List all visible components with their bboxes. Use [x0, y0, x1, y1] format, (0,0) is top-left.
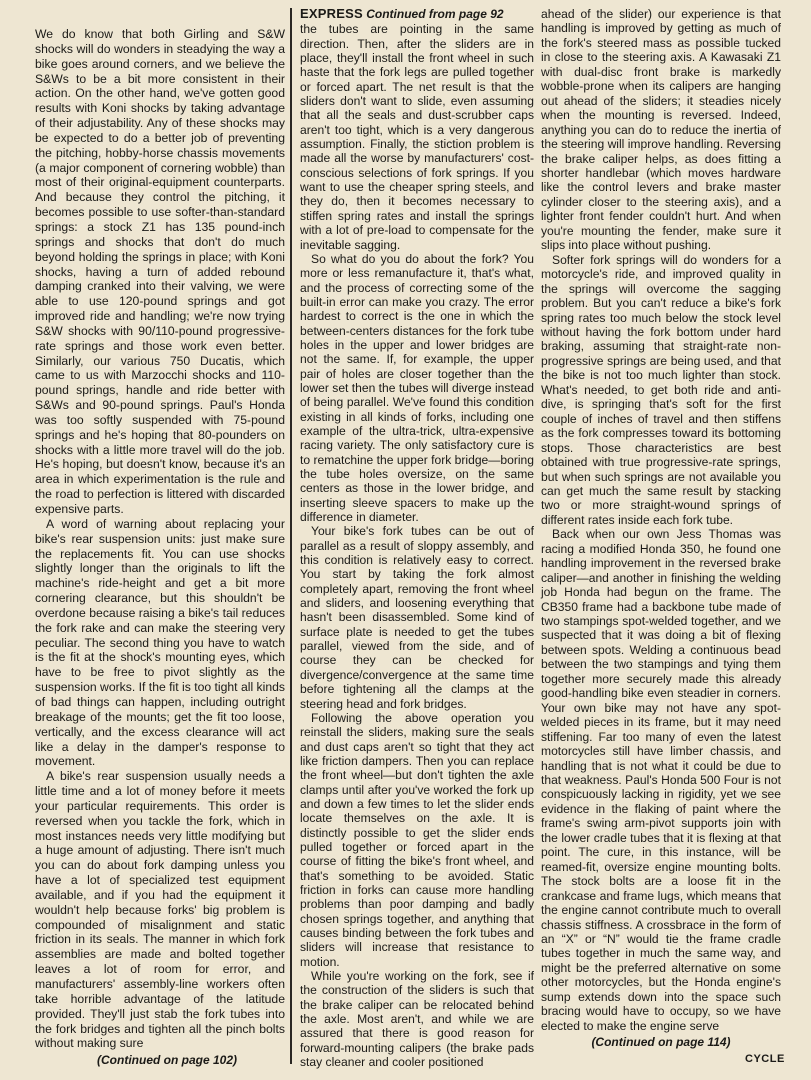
- paragraph: Following the above operation you reinstall the sliders, making sure the seals and dust caps aren't so tight that they act like friction dampers. Then you can replace the front wheel—but don't tighten the axle clamps until after you've worked the fork up and down a few times to let the slider ends locate themselves on the axle. It is distinctly possible to get the slider ends pulled together or forced apart in the course of fitting the bike's front wheel, and that's something to be avoided. Static friction in forks can cause more handling problems than poor damping and badly chosen springs together, and anything that causes binding between the fork tubes and sliders will increase that resistance to motion.: [300, 710, 534, 969]
- paragraph: So what do you do about the fork? You more or less remanufacture it, that's what, and the process of correcting some of the built-in error can make you crazy. The error hardest to correct is the one in which the between-centers distances for the fork tube holes in the upper and lower bridges are not the same. If, for example, the upper pair of holes are closer together than the lower set then the tubes will diverge instead of being parallel. We've found this condition existing in all kinds of forks, including one example of the ultra-trick, ultra-expensive racing variety. The only satisfactory cure is to rematchine the upper fork bridge—boring the tube holes oversize, on the same centers as those in the lower bridge, and inserting sleeve spacers to make up the difference in diameter.: [300, 251, 534, 525]
- paragraph: ahead of the slider) our experience is that handling is improved by getting as much of the fork's steered mass as possible tucked in close to the steering axis. A Kawasaki Z1 with dual-disc front brake is markedly wobble-prone when its calipers are hanging out ahead of the sliders; it steadies nicely when the mounting is reversed. Indeed, anything you can do to reduce the inertia of the steering will improve handling. Reversing the brake caliper helps, as does fitting a shorter handlebar (which moves hardware like the control levers and brake master cylinder closer to the steering axis), and a lighter front fender couldn't hurt. And when you're mounting the fender, make sure it slips into place without pushing.: [541, 7, 781, 253]
- continued-on-note: (Continued on page 114): [591, 1035, 731, 1050]
- paragraph: Softer fork springs will do wonders for a motorcycle's ride, and improved quality in the springs will overcome the sagging problem. But you can't reduce a bike's fork spring rates too much below the stock level without having the fork bottom under hard braking, assuming that straight-rate non-progressive springs are being used, and that the bike is not too much lighter than stock. What's needed, to get both ride and anti-dive, is springing that's soft for the first couple of inches of travel and then stiffens as the fork compresses toward its bottoming stops. Those characteristics are best obtained with true progressive-rate springs, but when such springs are not available you can get much the same result by stacking two or more straight-wound springs of different rates inside each fork tube.: [541, 252, 781, 527]
- article-column-left: [35, 27, 285, 1068]
- column-divider: [290, 8, 292, 1064]
- paragraph: Back when our own Jess Thomas was racing a modified Honda 350, he found one handling improvement in the reversed brake caliper—and another in finishing the welding job Honda had begun on the frame. The CB350 frame had a backbone tube made of two stampings spot-welded together, and we suspected that it was doing a bit of flexing between spots. Welding a continuous bead between the two stampings and tying them together more securely made this already good-handling bike even steadier in corners. Your own bike may not have any spot-welded pieces in its frame, but it may need stiffening. Far too many of even the latest motorcycles still have limber chassis, and handling that is not what it could be due to that weakness. Paul's Honda 500 Four is not conspicuously lacking in rigidity, yet we see evidence in the flaking of paint where the frame's swing arm-pivot supports join with the lower cradle tubes that it is flexing at that point. The cure, in this instance, will be reamed-fit, oversize engine mounting bolts. The stock bolts are a loose fit in the crankcase and frame lugs, which means that the engine cannot contribute much to overall chassis stiffness. A crossbrace in the form of an “X” or “N” would tie the frame cradle tubes together in much the same way, and might be the preferred alternative on some other motorcycles, but the Honda engine's sump extends down into the space such bracing would have to occupy, so we have elected to make the engine serve: [541, 527, 781, 1033]
- magazine-footer-name: CYCLE: [745, 1053, 785, 1065]
- paragraph: the tubes are pointing in the same direction. Then, after the sliders are in place, they'll install the front wheel in such haste that the fork legs are pulled together or forced apart. The net result is that the sliders don't want to slide, even assuming that all the seals and dust-scrubber caps aren't too tight, which is a very dangerous assumption. Finally, the stiction problem is made all the worse by manufacturers' cost-conscious selections of fork springs. If you want to use the cheaper spring steels, and they do, then it becomes necessary to stiffen spring rates and install the springs with a lot of pre-load to compensate for the inevitable sagging.: [300, 22, 534, 252]
- paragraph: Your bike's fork tubes can be out of parallel as a result of sloppy assembly, and this condition is relatively easy to correct. You start by taking the fork almost completely apart, removing the front wheel and sliders, and loosening everything that hasn't been disassembled. Some kind of surface plate is needed to get the tubes parallel, viewed from the side, and of course they can be checked for divergence/convergence at the same time before tightening all the clamps at the steering head and fork bridges.: [300, 524, 534, 711]
- article-column-right: [541, 7, 781, 1050]
- section-heading: [300, 7, 534, 21]
- paragraph: A word of warning about replacing your bike's rear suspension units: just make sure the replacements fit. You can use shocks slightly longer than the originals to lift the machine's ride-height and get a bit more cornering clearance, but this shouldn't be overdone because raising a bike's tail reduces the fork rake and can make the steering very peculiar. The second thing you have to watch is the fit at the shock's mounting eyes, which have to be free to pivot slightly as the suspension works. If the fit is too tight all kinds of bad things can happen, including outright breakage of the mounts; get the fit too loose, vertically, and the excess clearance will act like a delay in the damper's response to movement.: [35, 516, 285, 769]
- paragraph: While you're working on the fork, see if the construction of the sliders is such that the brake caliper can be relocated behind the axle. Most aren't, and while we are assured that there is good reason for forward-mounting calipers (the brake pads stay cleaner and cooler positioned: [300, 969, 534, 1070]
- continued-from-note: Continued from page 92: [366, 7, 504, 21]
- express-label: EXPRESS: [300, 6, 363, 21]
- article-column-middle: [300, 7, 534, 1069]
- continued-on-note: (Continued on page 102): [97, 1053, 238, 1068]
- paragraph: A bike's rear suspension usually needs a little time and a lot of money before it meets your particular requirements. This order is reversed when you tackle the fork, which in most instances needs very little modifying but a huge amount of adjusting. There isn't much you can do about fork damping unless you have a lot of specialized test equipment available, and if you had the equipment it wouldn't help because forks' big problem is compounded of misalignment and static friction in its seals. The manner in which fork assemblies are made and bolted together leaves a lot of room for error, and manufacturers' assembly-line workers often take horrible advantage of the latitude provided. They'll just stab the fork tubes into the fork bridges and tighten all the pinch bolts without making sure: [35, 769, 285, 1051]
- paragraph: We do know that both Girling and S&W shocks will do wonders in steadying the way a bike goes around corners, and we believe the S&Ws to be a bit more consistent in their action. On the other hand, we've gotten good results with Koni shocks by taking advantage of their adjustability. Any of these shocks may be expected to do a better job of preventing the pitching, hobby-horse chassis movements (a major component of cornering wobble) than most of their original-equipment counterparts. And because they control the pitching, it becomes possible to use softer-than-standard springs: a stock Z1 has 135 pound-inch springs and shocks that don't do much beyond holding the springs in place; with Koni shocks, having a turn of added rebound damping cranked into their valving, we were able to use 120-pound springs and got improved ride and handling; we're now trying S&W shocks with 90/110-pound progressive-rate springs and those work even better. Similarly, our various 750 Ducatis, which came to us with Marzocchi shocks and 110-pound springs, handle and ride better with S&Ws and 90-pound springs. Paul's Honda was too softly suspended with 75-pound springs and he's hoping that 80-pounders on shocks with a little more travel will do the job. He's hoping, but doesn't know, because it's an area in which experimentation is the rule and the road to perfection is littered with discarded expensive parts.: [35, 27, 285, 516]
